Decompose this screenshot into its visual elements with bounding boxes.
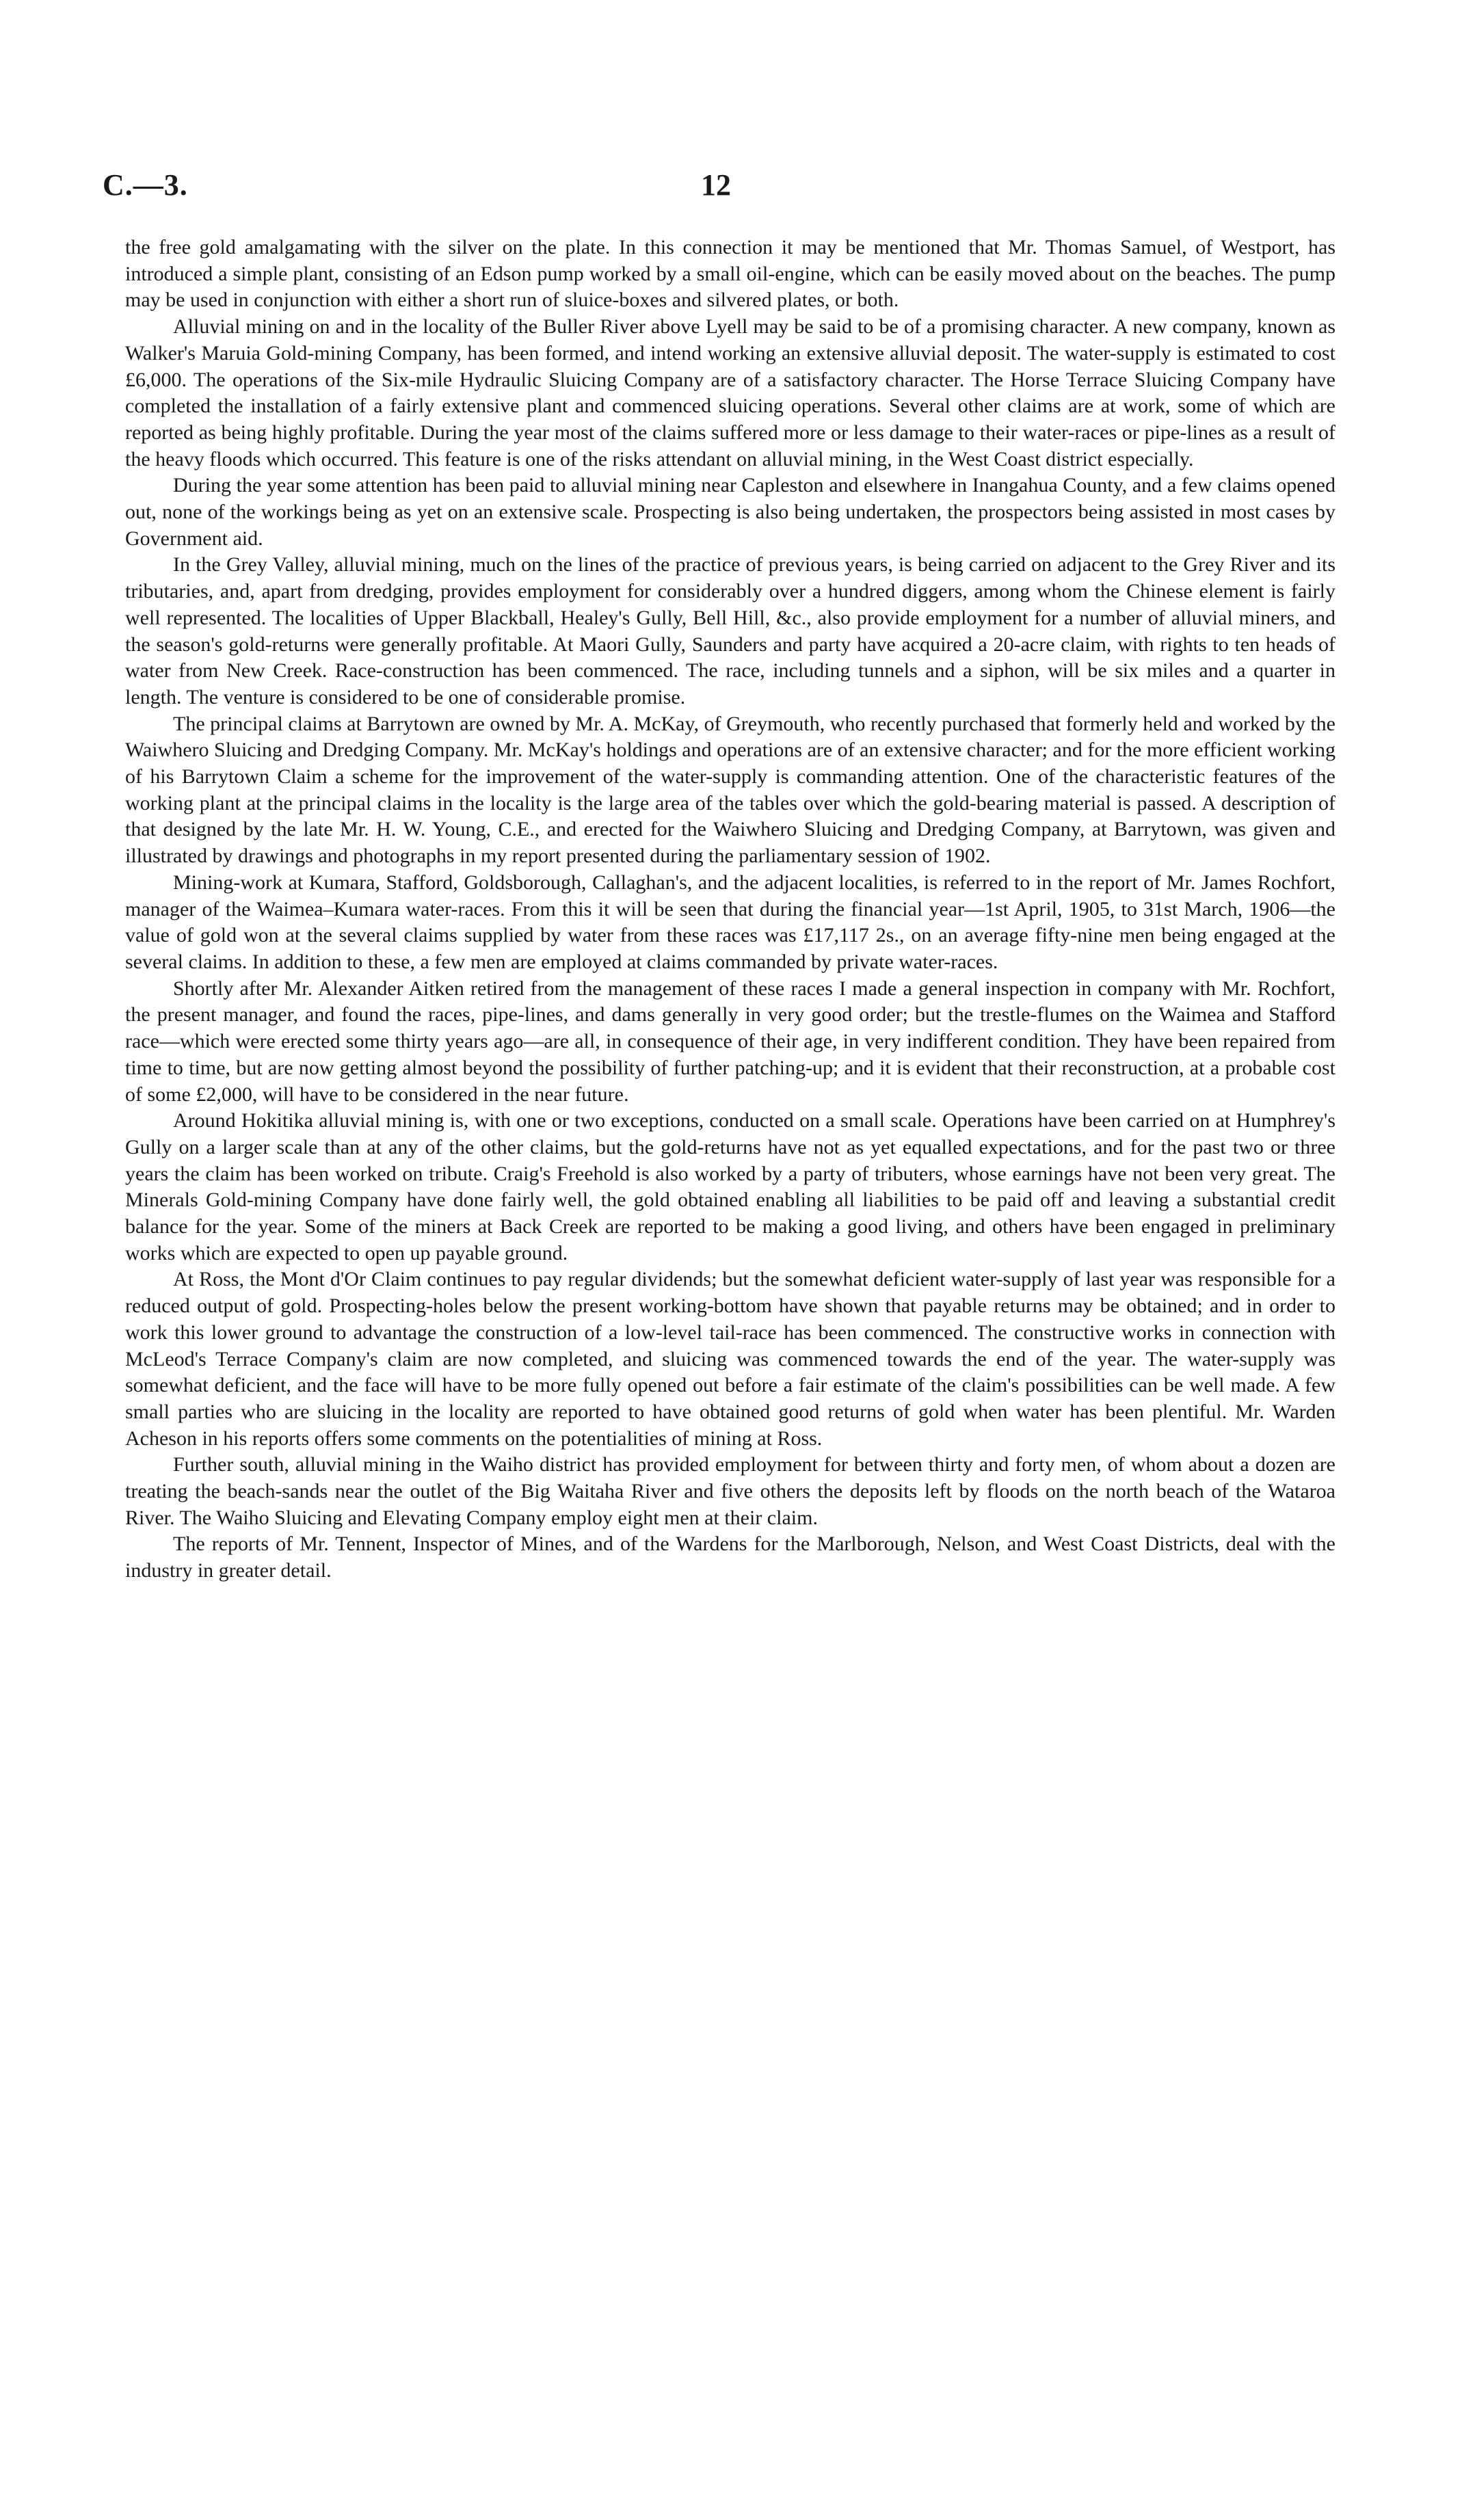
paragraph-continuation: the free gold amalgamating with the silver on the plate. In this connection it may be mentioned that Mr. Thomas Samuel, of Westport, has introduced a simple plant, consisting of an Edson pump worked by a small oil-engine, which can be easily moved about on the beaches. The pump may be used in conjunction with either a short run of sluice-boxes and silvered plates, or both. <box>125 236 1335 312</box>
paragraph-races-inspection: Shortly after Mr. Alexander Aitken retired from the management of these races I made a general inspection in company with Mr. Rochfort, the present manager, and found the races, pipe-lines, and dams generally in very good order; but the trestle-flumes on the Waimea and Stafford race—which were erected some thirty years ago—are all, in consequence of their age, in very indifferent condition. They have been repaired from time to time, but are now getting almost beyond the possibility of further patching-up; and it is evident that their reconstruction, at a probable cost of some £2,000, will have to be considered in the near future. <box>125 977 1335 1106</box>
paragraph-barrytown: The principal claims at Barrytown are owned by Mr. A. McKay, of Greymouth, who recently purchased that formerly held and worked by the Waiwhero Sluicing and Dredging Company. Mr. McKay's holdings and operations are of an extensive character; and for the more efficient working of his Barrytown Claim a scheme for the improvement of the water-supply is commanding attention. One of the characteristic features of the working plant at the principal claims in the locality is the large area of the tables over which the gold-bearing material is passed. A description of that designed by the late Mr. H. W. Young, C.E., and erected for the Waiwhero Sluicing and Dredging Company, at Barrytown, was given and illustrated by drawings and photographs in my report presented during the parliamentary session of 1902. <box>125 712 1335 868</box>
paragraph-hokitika: Around Hokitika alluvial mining is, with one or two exceptions, conducted on a small scale. Operations have been carried on at Humphrey's Gully on a larger scale than at any of the other claims, but the gold-returns have not as yet equalled expectations, and for the past two or three years the claim has been worked on tribute. Craig's Freehold is also worked by a party of tributers, whose earnings have not been very great. The Minerals Gold-mining Company have done fairly well, the gold obtained enabling all liabilities to be paid off and leaving a substantial credit balance for the year. Some of the miners at Back Creek are reported to be making a good living, and others have been engaged in preliminary works which are expected to open up payable ground. <box>125 1109 1335 1264</box>
page-header <box>103 168 1354 215</box>
paragraph-reports: The reports of Mr. Tennent, Inspector of Mines, and of the Wardens for the Marlborough, Nelson, and West Coast Districts, deal with the industry in greater detail. <box>125 1533 1335 1582</box>
paragraph-inangahua: During the year some attention has been paid to alluvial mining near Capleston and elsewhere in Inangahua County, and a few claims opened out, none of the workings being as yet on an extensive scale. Prospecting is also being undertaken, the prospectors being assisted in most cases by Government aid. <box>125 474 1335 550</box>
page-number: 12 <box>701 168 731 202</box>
paragraph-waiho: Further south, alluvial mining in the Waiho district has provided employment for between thirty and forty men, of whom about a dozen are treating the beach-sands near the outlet of the Big Waitaha River and five others the deposits left by floods on the north beach of the Wataroa River. The Waiho Sluicing and Elevating Company employ eight men at their claim. <box>125 1453 1335 1529</box>
body-text <box>125 235 1335 1584</box>
paragraph-grey-valley: In the Grey Valley, alluvial mining, much on the lines of the practice of previous years, is being carried on adjacent to the Grey River and its tributaries, and, apart from dredging, provides employment for considerably over a hundred diggers, among whom the Chinese element is fairly well represented. The localities of Upper Blackball, Healey's Gully, Bell Hill, &c., also provide employment for a number of alluvial miners, and the season's gold-returns were generally profitable. At Maori Gully, Saunders and party have acquired a 20-acre claim, with rights to ten heads of water from New Creek. Race-construction has been commenced. The race, including tunnels and a siphon, will be six miles and a quarter in length. The venture is considered to be one of considerable promise. <box>125 553 1335 708</box>
document-reference: C.—3. <box>103 168 188 202</box>
paragraph-buller-river: Alluvial mining on and in the locality of the Buller River above Lyell may be said to be of a promising character. A new company, known as Walker's Maruia Gold-mining Company, has been formed, and intend working an extensive alluvial deposit. The water-supply is estimated to cost £6,000. The operations of the Six-mile Hydraulic Sluicing Company are of a satisfactory character. The Horse Terrace Sluicing Company have completed the installation of a fairly extensive plant and commenced sluicing operations. Several other claims are at work, some of which are reported as being highly profitable. During the year most of the claims suffered more or less damage to their water-races or pipe-lines as a result of the heavy floods which occurred. This feature is one of the risks attendant on alluvial mining, in the West Coast district especially. <box>125 315 1335 470</box>
paragraph-kumara: Mining-work at Kumara, Stafford, Goldsborough, Callaghan's, and the adjacent localities, is referred to in the report of Mr. James Rochfort, manager of the Waimea–Kumara water-races. From this it will be seen that during the financial year—1st April, 1905, to 31st March, 1906—the value of gold won at the several claims supplied by water from these races was £17,117 2s., on an average fifty-nine men being engaged at the several claims. In addition to these, a few men are employed at claims commanded by private water-races. <box>125 871 1335 973</box>
paragraph-ross: At Ross, the Mont d'Or Claim continues to pay regular dividends; but the somewhat deficient water-supply of last year was responsible for a reduced output of gold. Prospecting-holes below the present working-bottom have shown that payable returns may be obtained; and in order to work this lower ground to advantage the construction of a low-level tail-race has been commenced. The constructive works in connection with McLeod's Terrace Company's claim are now completed, and sluicing was commenced towards the end of the year. The water-supply was somewhat deficient, and the face will have to be more fully opened out before a fair estimate of the claim's possibilities can be well made. A few small parties who are sluicing in the locality are reported to have obtained good returns of gold when water has been plentiful. Mr. Warden Acheson in his reports offers some comments on the potentialities of mining at Ross. <box>125 1268 1335 1450</box>
